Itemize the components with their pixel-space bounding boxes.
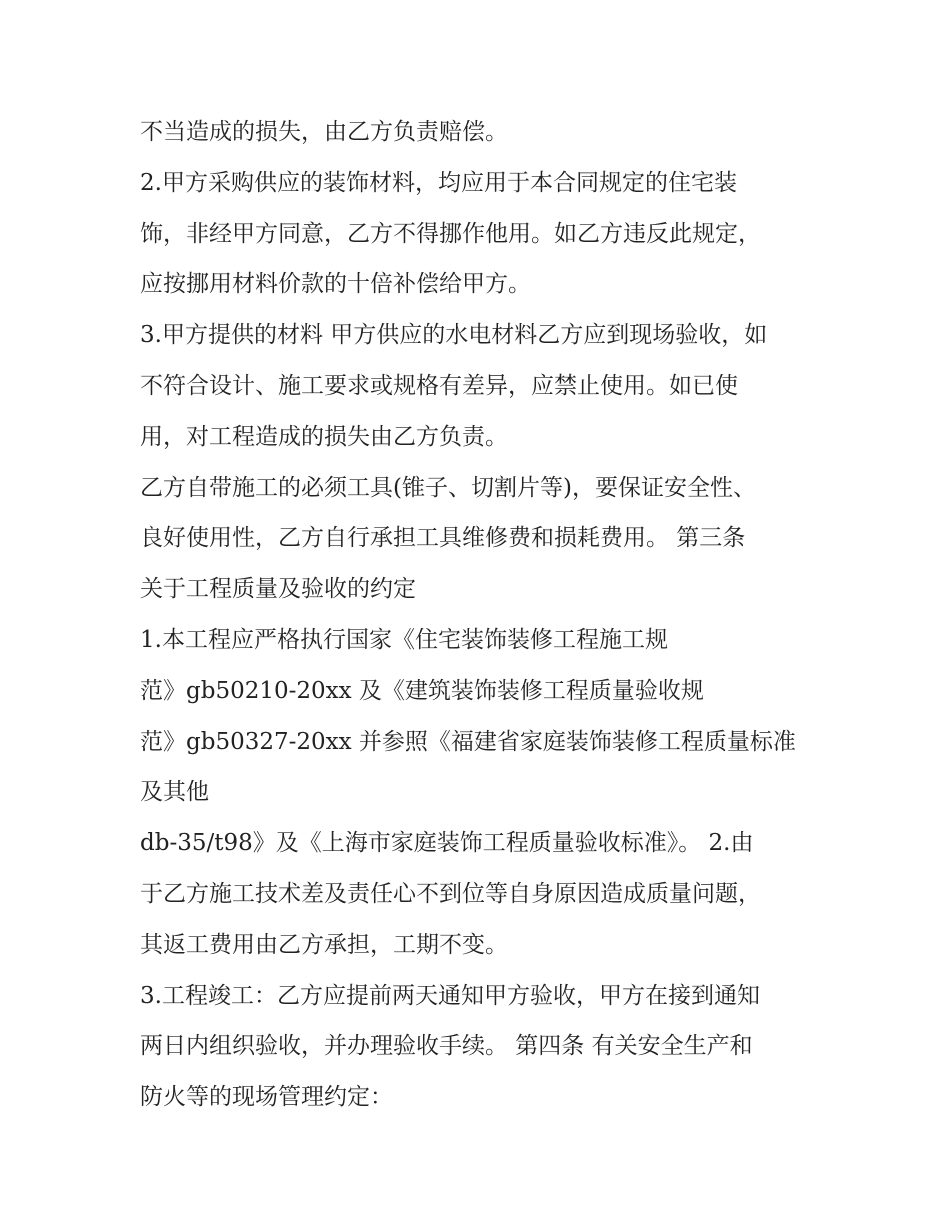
text-line: 关于工程质量及验收的约定 (140, 576, 416, 603)
document-body (140, 107, 820, 1123)
text-line: 范》gb50210-20xx 及《建筑装饰装修工程质量验收规 (140, 677, 704, 704)
text-line: 用，对工程造成的损失由乙方负责。 (140, 423, 508, 450)
text-line: 应按挪用材料价款的十倍补偿给甲方。 (140, 271, 531, 298)
text-line: 良好使用性，乙方自行承担工具维修费和损耗费用。 第三条 (140, 525, 746, 552)
text-line: 于乙方施工技术差及责任心不到位等自身原因造成质量问题， (140, 880, 761, 907)
text-line: 防火等的现场管理约定： (140, 1084, 393, 1111)
text-line: 乙方自带施工的必须工具(锥子、切割片等)，要保证安全性、 (140, 474, 756, 501)
text-line: 其返工费用由乙方承担，工期不变。 (140, 931, 508, 958)
text-line: 1.本工程应严格执行国家《住宅装饰装修工程施工规 (140, 626, 668, 653)
text-line: 不符合设计、施工要求或规格有差异，应禁止使用。如已使 (140, 372, 738, 399)
text-line: 2.甲方采购供应的装饰材料，均应用于本合同规定的住宅装 (140, 169, 737, 196)
text-line: 不当造成的损失，由乙方负责赔偿。 (140, 119, 508, 145)
text-line: 3.甲方提供的材料 甲方供应的水电材料乙方应到现场验收，如 (140, 322, 768, 349)
text-line: 3.工程竣工：乙方应提前两天通知甲方验收，甲方在接到通知 (140, 982, 760, 1009)
text-line: 及其他 (140, 779, 209, 806)
text-line: db-35/t98》及《上海市家庭装饰工程质量验收标准》。 2.由 (140, 830, 754, 857)
text-line: 两日内组织验收，并办理验收手续。 第四条 有关安全生产和 (140, 1033, 753, 1060)
text-line: 饰，非经甲方同意，乙方不得挪作他用。如乙方违反此规定， (140, 220, 761, 247)
text-line: 范》gb50327-20xx 并参照《福建省家庭装饰装修工程质量标准 (140, 728, 796, 755)
